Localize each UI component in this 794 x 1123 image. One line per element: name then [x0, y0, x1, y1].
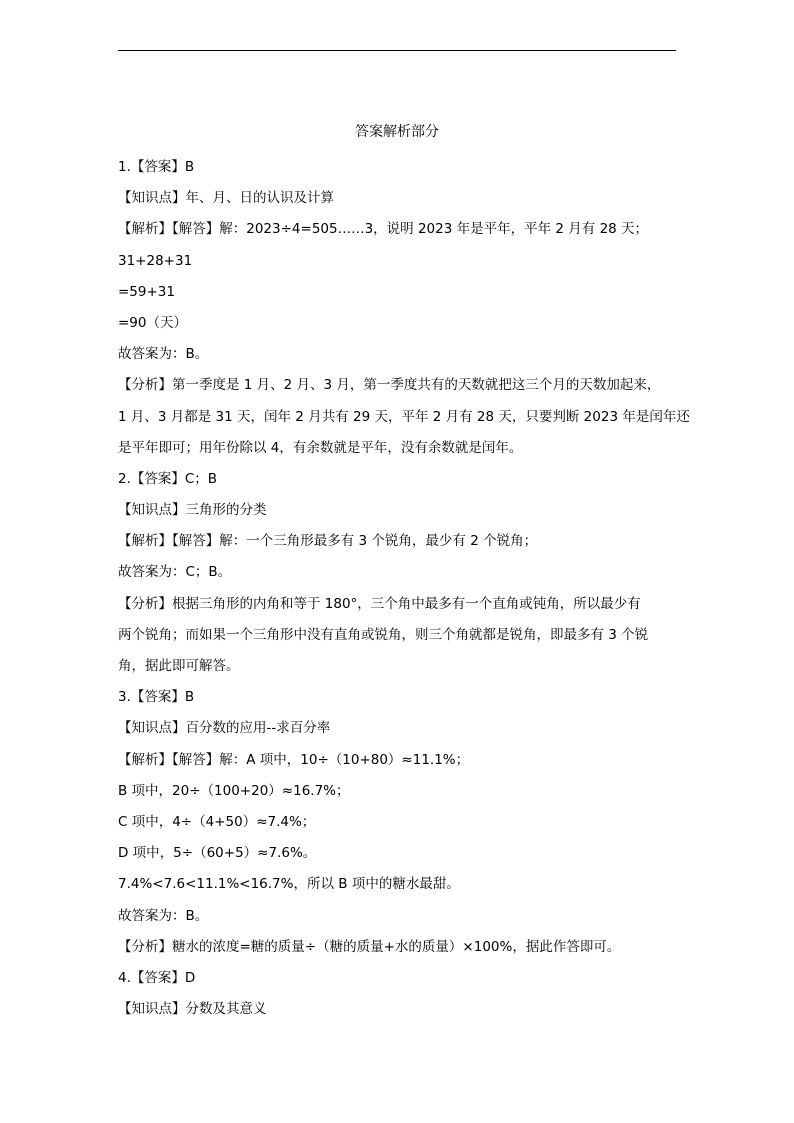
- q3-analysis: 【分析】糖水的浓度=糖的质量÷（糖的质量+水的质量）×100%，据此作答即可。: [118, 938, 621, 955]
- q4-answer: 4.【答案】D: [118, 969, 196, 986]
- q1-analysis-line-3: 是平年即可；用年份除以 4，有余数就是平年，没有余数就是闰年。: [118, 439, 523, 456]
- q2-conclusion: 故答案为：C；B。: [118, 564, 232, 581]
- q1-conclusion: 故答案为：B。: [118, 346, 209, 363]
- answer-content: [118, 152, 690, 1025]
- q1-solution: 【解析】【解答】解：2023÷4=505……3，说明 2023 年是平年，平年 2 月有 28 天；: [118, 221, 649, 238]
- q1-calc-step-3: =90（天）: [118, 314, 187, 331]
- q1-analysis-line-2: 1 月、3 月都是 31 天，闰年 2 月共有 29 天，平年 2 月有 28 天，只要判断 2023 年是闰年还: [118, 408, 690, 425]
- q3-comparison: 7.4%<7.6<11.1%<16.7%，所以 B 项中的糖水最甜。: [118, 876, 460, 893]
- q1-knowledge-point: 【知识点】年、月、日的认识及计算: [118, 190, 334, 207]
- q3-option-b: B 项中，20÷（100+20）≈16.7%；: [118, 782, 350, 799]
- q2-analysis-line-2: 两个锐角；而如果一个三角形中没有直角或锐角，则三个角就都是锐角，即最多有 3 个锐: [118, 626, 649, 643]
- page-title: 答案解析部分: [355, 124, 439, 140]
- q3-option-d: D 项中，5÷（60+5）≈7.6%。: [118, 845, 317, 862]
- q1-analysis-line-1: 【分析】第一季度是 1 月、2 月、3 月，第一季度共有的天数就把这三个月的天数加起来，: [118, 377, 661, 394]
- q2-analysis-line-3: 角，据此即可解答。: [118, 658, 240, 674]
- q3-option-c: C 项中，4÷（4+50）≈7.4%；: [118, 813, 316, 830]
- q1-answer: 1.【答案】B: [118, 159, 195, 175]
- q1-calc-step-2: =59+31: [118, 283, 175, 300]
- q4-knowledge-point: 【知识点】分数及其意义: [118, 1001, 267, 1018]
- q2-knowledge-point: 【知识点】三角形的分类: [118, 502, 267, 519]
- q2-solution: 【解析】【解答】解：一个三角形最多有 3 个锐角，最少有 2 个锐角；: [118, 533, 538, 550]
- q2-answer: 2.【答案】C；B: [118, 470, 218, 487]
- q3-conclusion: 故答案为：B。: [118, 907, 209, 924]
- q3-knowledge-point: 【知识点】百分数的应用--求百分率: [118, 720, 331, 737]
- q3-solution: 【解析】【解答】解：A 项中，10÷（10+80）≈11.1%；: [118, 751, 470, 768]
- q2-analysis-line-1: 【分析】根据三角形的内角和等于 180°，三个角中最多有一个直角或钝角，所以最少有: [118, 595, 641, 612]
- header-rule: [118, 50, 676, 51]
- q3-answer: 3.【答案】B: [118, 689, 195, 706]
- q1-calc-step-1: 31+28+31: [118, 252, 193, 269]
